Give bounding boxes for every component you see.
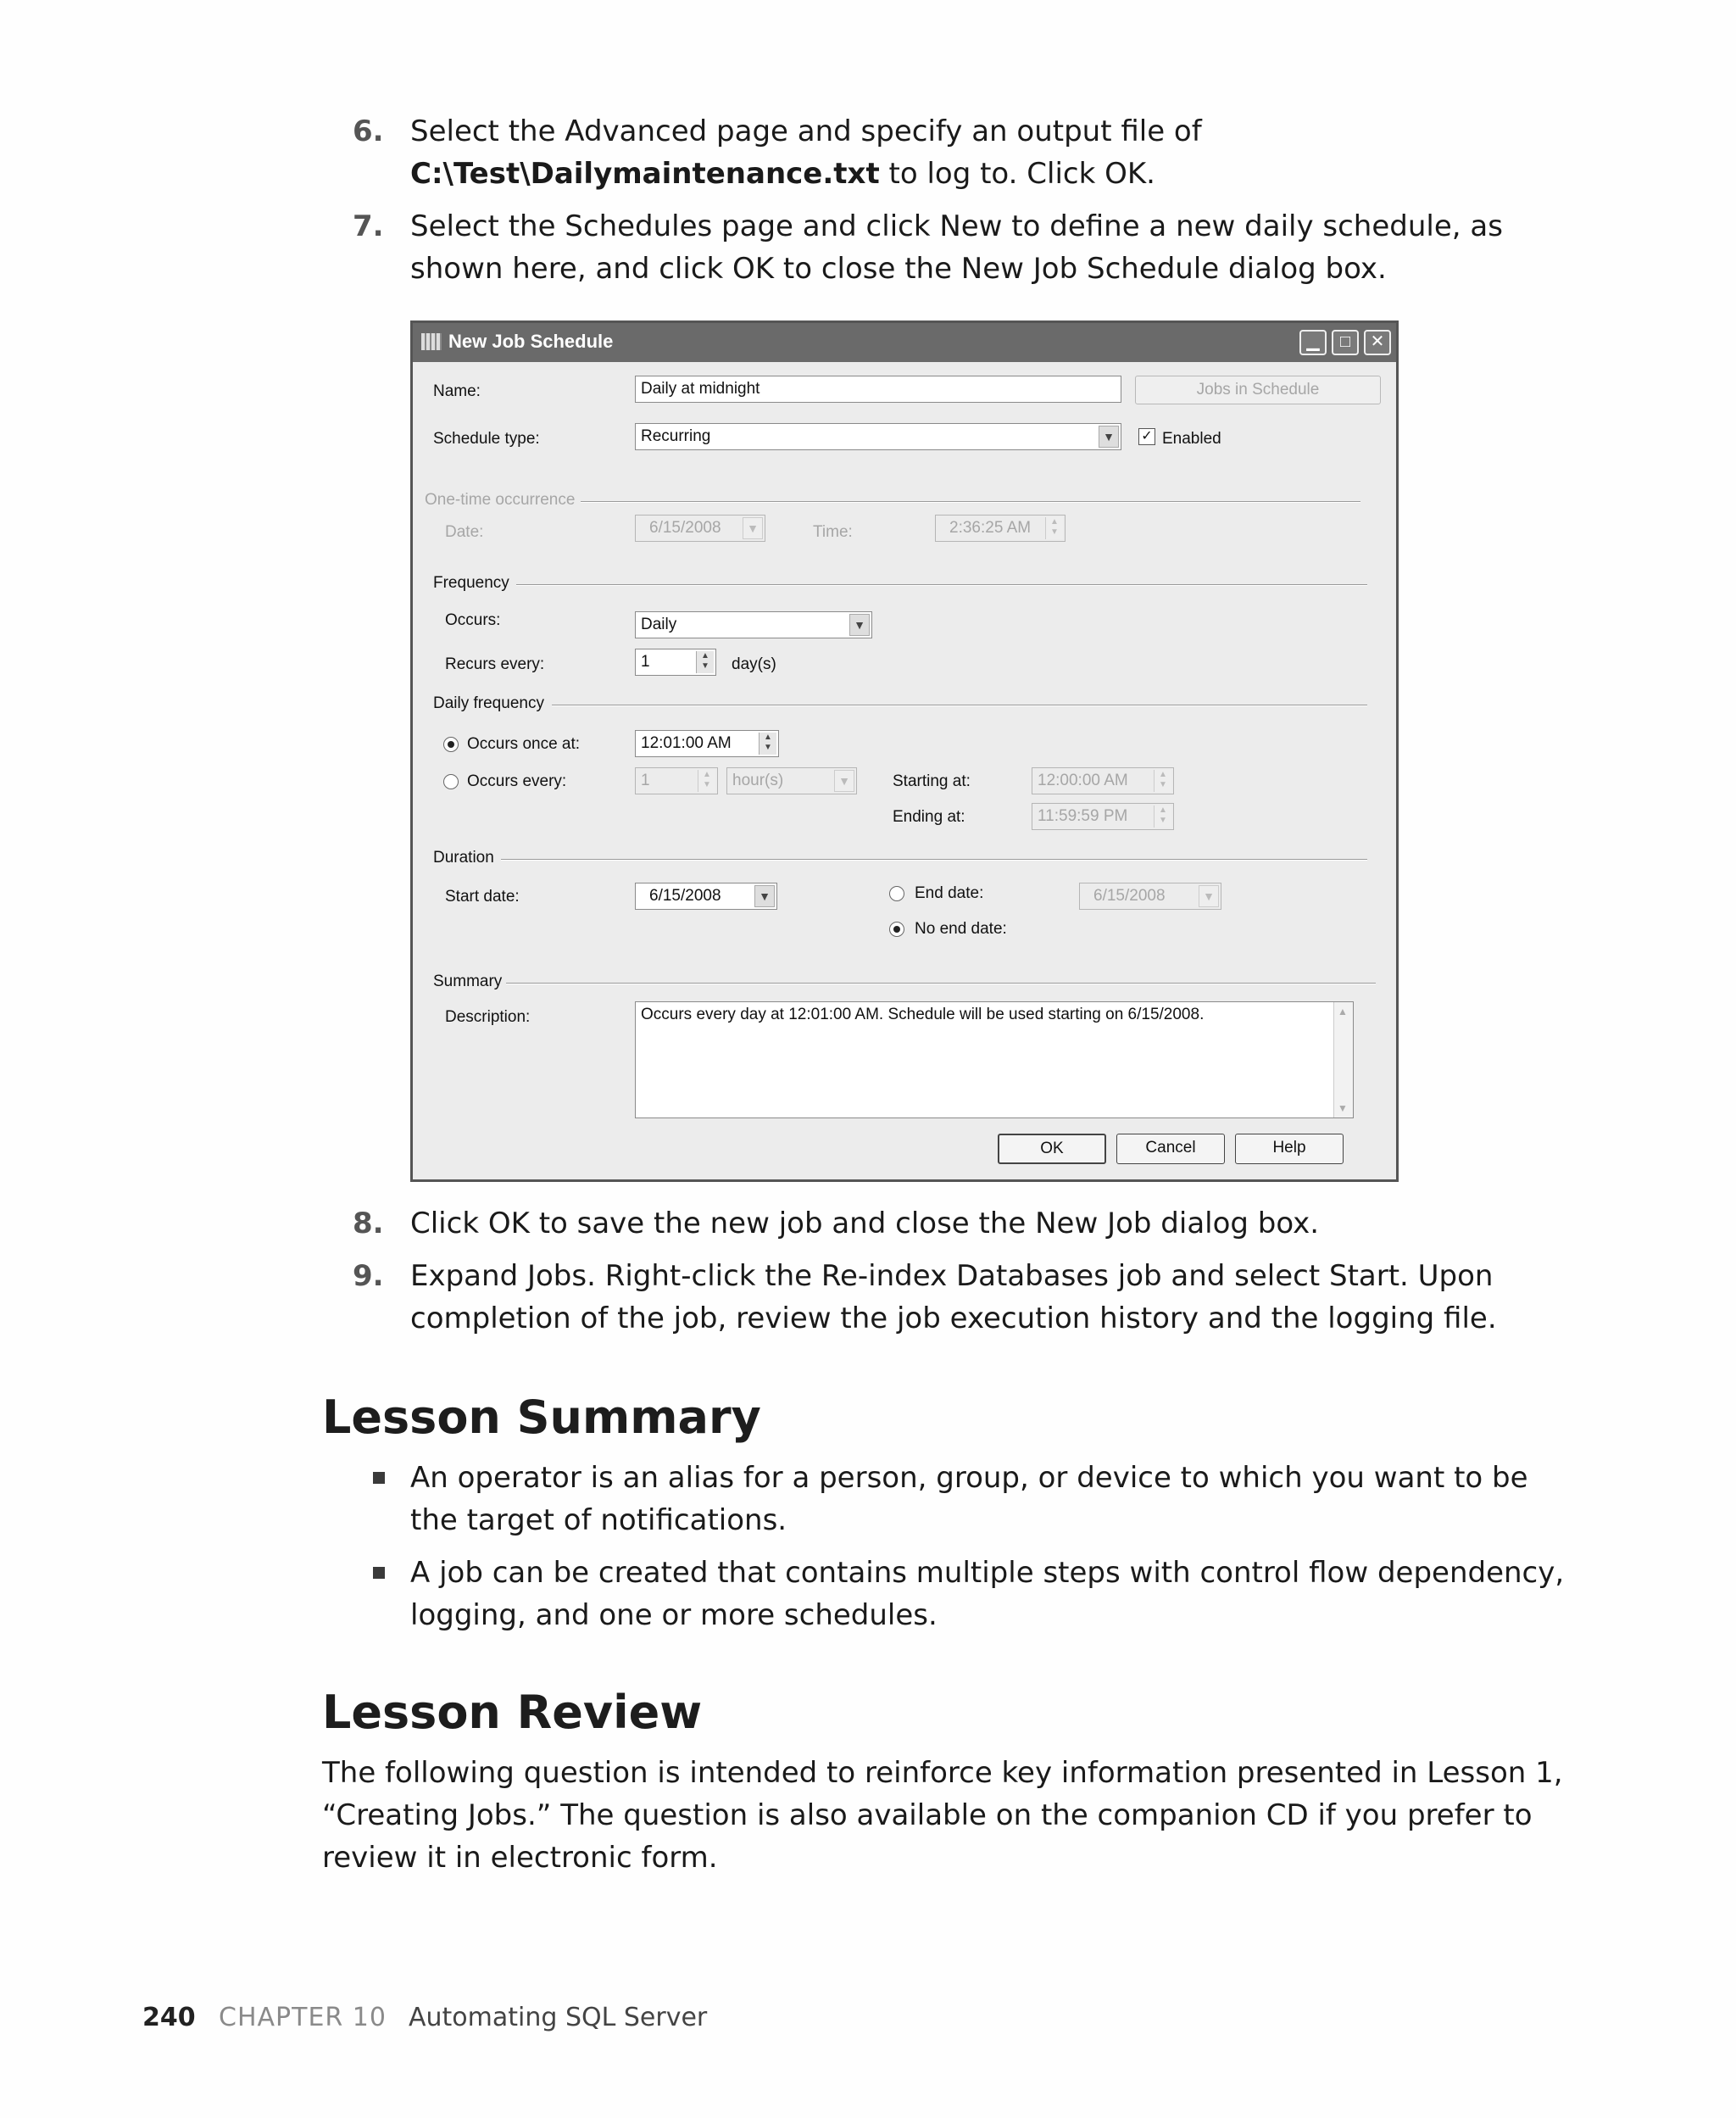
end-date-picker[interactable]: 6/15/2008 ▼ <box>1079 883 1221 910</box>
occurs-every-spinner[interactable]: 1 ▲ ▼ <box>635 767 718 794</box>
chevron-down-icon: ▼ <box>834 770 854 792</box>
recurs-every-label: Recurs every: <box>445 655 545 673</box>
schedule-type-label: Schedule type: <box>433 430 540 448</box>
help-button[interactable]: Help <box>1235 1134 1344 1164</box>
maximize-icon[interactable]: □ <box>1332 330 1359 355</box>
chevron-down-icon: ▼ <box>1099 426 1119 448</box>
chevron-down-icon: ▼ <box>743 517 763 539</box>
output-file-path: C:\Test\Dailymaintenance.txt <box>410 157 880 191</box>
bullet-icon <box>373 1567 385 1579</box>
step-number: 8. <box>353 1207 384 1240</box>
divider <box>552 705 1367 706</box>
step-text: Click OK to save the new job and close the New Job dialog box. <box>410 1207 1320 1240</box>
occurs-every-radio[interactable] <box>443 774 459 789</box>
daily-frequency-group: Daily frequency <box>433 694 544 712</box>
no-end-date-label: No end date: <box>915 920 1007 938</box>
starting-at-label: Starting at: <box>893 772 971 790</box>
frequency-group: Frequency <box>433 574 509 592</box>
spinner-arrows-icon: ▲ ▼ <box>1045 517 1063 539</box>
ending-at-time[interactable]: 11:59:59 PM ▲ ▼ <box>1032 803 1174 830</box>
divider <box>506 983 1376 984</box>
page-number: 240 <box>142 2003 196 2032</box>
summary-group: Summary <box>433 973 503 990</box>
spinner-arrows-icon: ▲ ▼ <box>1154 770 1171 792</box>
lesson-summary-heading: Lesson Summary <box>322 1391 761 1444</box>
minimize-icon[interactable]: ▁ <box>1299 330 1327 355</box>
chapter-label: CHAPTER 10 <box>219 2003 387 2032</box>
ending-at-label: Ending at: <box>893 808 965 826</box>
end-date-radio[interactable] <box>889 886 904 901</box>
lesson-review-text: The following question is intended to reinforce key information presented in Lesson 1, “Creating Jobs.” The question is also available on the companion CD if you prefer to review it in electronic form. <box>322 1756 1563 1875</box>
spinner-arrows-icon: ▲ ▼ <box>696 651 714 673</box>
no-end-date-radio[interactable] <box>889 922 904 937</box>
time-label: Time: <box>813 523 853 541</box>
schedule-icon <box>421 333 442 350</box>
scroll-up-icon[interactable]: ▲ <box>1338 1006 1348 1017</box>
occurs-select[interactable]: Daily ▼ <box>635 611 872 638</box>
occurs-once-radio[interactable] <box>443 737 459 752</box>
cancel-button[interactable]: Cancel <box>1116 1134 1225 1164</box>
name-input[interactable]: Daily at midnight <box>635 376 1121 403</box>
start-date-picker[interactable]: 6/15/2008 ▼ <box>635 883 777 910</box>
spinner-arrows-icon: ▲ ▼ <box>1154 805 1171 828</box>
date-picker[interactable]: 6/15/2008 ▼ <box>635 515 765 542</box>
step-text: Expand Jobs. Right-click the Re-index Databases job and select Start. Upon completion of the job, review the job execution history and the logging file. <box>410 1259 1497 1335</box>
bullet-text: A job can be created that contains multiple steps with control flow dependency, logging, and one or more schedules. <box>410 1556 1565 1632</box>
time-spinner[interactable]: 2:36:25 AM ▲ ▼ <box>935 515 1066 542</box>
chevron-down-icon: ▼ <box>849 614 870 636</box>
chevron-down-icon: ▼ <box>1199 885 1219 907</box>
spinner-arrows-icon: ▲ ▼ <box>698 770 715 792</box>
jobs-in-schedule-button[interactable]: Jobs in Schedule <box>1135 376 1381 404</box>
date-label: Date: <box>445 523 484 541</box>
description-scrollbar[interactable] <box>1333 1002 1353 1118</box>
close-icon[interactable]: ✕ <box>1364 330 1391 355</box>
ok-button[interactable]: OK <box>998 1134 1106 1164</box>
chapter-title: Automating SQL Server <box>409 2003 708 2032</box>
description-label: Description: <box>445 1008 531 1026</box>
starting-at-time[interactable]: 12:00:00 AM ▲ ▼ <box>1032 767 1174 794</box>
divider <box>581 501 1360 503</box>
step-number: 6. <box>353 114 384 148</box>
occurs-once-time[interactable]: 12:01:00 AM ▲ ▼ <box>635 730 779 757</box>
step-number: 9. <box>353 1259 384 1293</box>
enabled-label: Enabled <box>1162 430 1221 448</box>
chevron-down-icon: ▼ <box>754 885 775 907</box>
bullet-text: An operator is an alias for a person, group, or device to which you want to be the target of notifications. <box>410 1461 1528 1537</box>
description-textarea[interactable]: Occurs every day at 12:01:00 AM. Schedule will be used starting on 6/15/2008. ▲ ▼ <box>635 1001 1354 1118</box>
new-job-schedule-dialog <box>410 320 1399 1182</box>
lesson-review-heading: Lesson Review <box>322 1686 703 1739</box>
divider <box>516 584 1367 586</box>
recurs-unit-label: day(s) <box>732 655 776 673</box>
start-date-label: Start date: <box>445 888 520 906</box>
spinner-arrows-icon: ▲ ▼ <box>759 733 776 755</box>
occurs-label: Occurs: <box>445 611 501 629</box>
recurs-every-spinner[interactable]: 1 ▲ ▼ <box>635 649 716 676</box>
schedule-type-select[interactable]: Recurring ▼ <box>635 423 1121 450</box>
scroll-down-icon[interactable]: ▼ <box>1338 1102 1348 1114</box>
enabled-checkbox[interactable]: ✓ <box>1138 428 1155 445</box>
name-label: Name: <box>433 382 481 400</box>
dialog-title: New Job Schedule <box>448 331 614 352</box>
end-date-label: End date: <box>915 884 984 902</box>
occurs-once-label: Occurs once at: <box>467 735 581 753</box>
occurs-every-unit-select[interactable]: hour(s) ▼ <box>726 767 857 794</box>
divider <box>501 859 1367 861</box>
one-time-occurrence-group: One-time occurrence <box>425 491 576 509</box>
occurs-every-label: Occurs every: <box>467 772 567 790</box>
step-text: Select the Schedules page and click New to define a new daily schedule, as shown here, and click OK to close the New Job Schedule dialog box. <box>410 209 1503 286</box>
duration-group: Duration <box>433 849 494 867</box>
dialog-titlebar[interactable] <box>413 323 1396 362</box>
step-text: Select the Advanced page and specify an output file of C:\Test\Dailymaintenance.txt to log to. Click OK. <box>410 114 1202 191</box>
step-number: 7. <box>353 209 384 243</box>
bullet-icon <box>373 1472 385 1484</box>
